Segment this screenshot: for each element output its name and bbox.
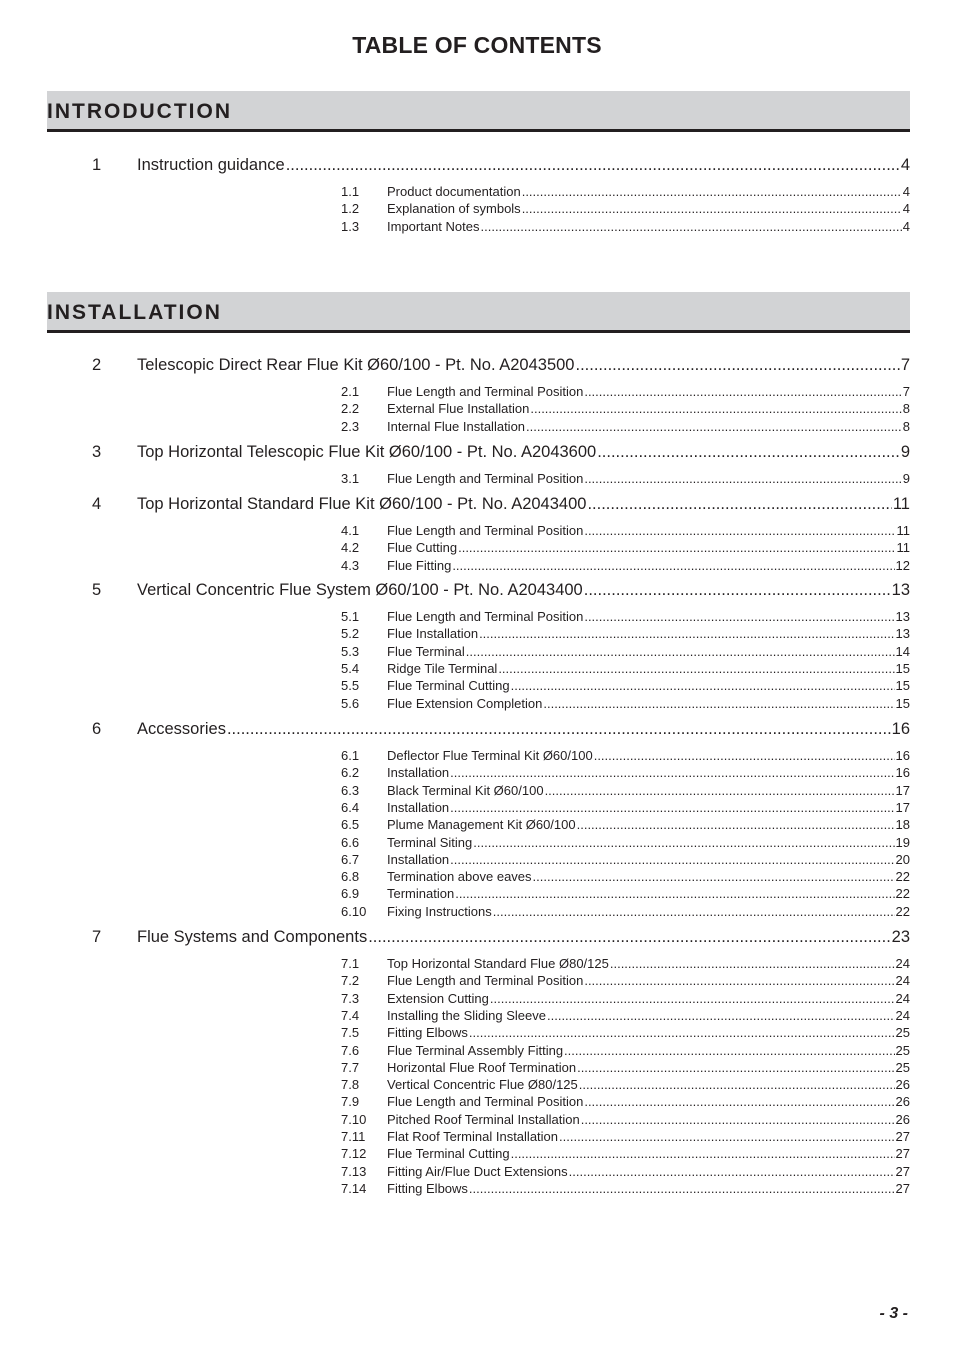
toc-subentry[interactable] bbox=[341, 765, 910, 782]
subentry-number: 6.9 bbox=[341, 886, 360, 902]
toc-subentry[interactable] bbox=[341, 523, 910, 540]
subentry-number: 2.1 bbox=[341, 384, 360, 399]
chapter-page: 13 bbox=[891, 581, 910, 599]
leader-dots bbox=[526, 419, 902, 434]
toc-chapter[interactable] bbox=[92, 156, 910, 178]
subentry-title: Flue Extension Completion bbox=[387, 695, 543, 711]
subentry-number: 7.4 bbox=[341, 1007, 360, 1023]
toc-subentry[interactable] bbox=[341, 904, 910, 921]
subentry-page: 15 bbox=[895, 678, 910, 694]
chapter-number: 5 bbox=[92, 581, 102, 599]
subentry-page: 7 bbox=[902, 384, 910, 399]
leader-dots bbox=[594, 748, 895, 763]
subentry-number: 2.3 bbox=[341, 418, 360, 434]
toc-subentry[interactable] bbox=[341, 1112, 910, 1129]
leader-dots bbox=[581, 1112, 895, 1127]
subentry-number: 4.3 bbox=[341, 557, 360, 573]
chapter-title: Flue Systems and Components bbox=[137, 928, 368, 946]
chapter-page: 11 bbox=[892, 495, 910, 513]
toc-subentry[interactable] bbox=[341, 540, 910, 557]
subentry-number: 7.14 bbox=[341, 1180, 367, 1196]
subentry-title: Fitting Elbows bbox=[387, 1180, 468, 1196]
subentry-page: 15 bbox=[895, 660, 910, 676]
toc-subentry[interactable] bbox=[341, 1146, 910, 1163]
subentry-title: Product documentation bbox=[387, 184, 521, 199]
toc-subentry[interactable] bbox=[341, 886, 910, 903]
subentry-number: 5.3 bbox=[341, 643, 360, 659]
leader-dots bbox=[498, 661, 894, 676]
page-title: TABLE OF CONTENTS bbox=[352, 32, 602, 58]
leader-dots bbox=[584, 523, 895, 538]
leader-dots bbox=[584, 609, 894, 624]
subentry-number: 5.4 bbox=[341, 660, 360, 676]
subentry-title: Explanation of symbols bbox=[387, 201, 521, 217]
subentry-title: Flue Length and Terminal Position bbox=[387, 1094, 584, 1110]
subentry-title: Flue Terminal Assembly Fitting bbox=[387, 1042, 564, 1058]
toc-subentry[interactable] bbox=[341, 817, 910, 834]
leader-dots bbox=[575, 356, 899, 375]
subentry-number: 7.10 bbox=[341, 1111, 367, 1127]
subentry-page: 16 bbox=[895, 748, 910, 763]
toc-subentry[interactable] bbox=[341, 1043, 910, 1060]
toc-subentry[interactable] bbox=[341, 1008, 910, 1025]
toc-chapter[interactable] bbox=[92, 581, 910, 603]
leader-dots bbox=[584, 973, 894, 988]
leader-dots bbox=[466, 644, 895, 659]
subentry-title: Termination bbox=[387, 886, 455, 902]
subentry-page: 11 bbox=[896, 523, 910, 538]
leader-dots bbox=[469, 1025, 895, 1040]
subentry-page: 4 bbox=[902, 184, 910, 199]
subentry-title: Flue Length and Terminal Position bbox=[387, 471, 584, 486]
leader-dots bbox=[450, 852, 894, 867]
chapter-page: 7 bbox=[900, 356, 910, 374]
leader-dots bbox=[564, 1043, 894, 1058]
leader-dots bbox=[286, 156, 900, 175]
subentry-number: 6.3 bbox=[341, 782, 360, 798]
subentry-number: 6.10 bbox=[341, 903, 367, 919]
subentry-number: 7.3 bbox=[341, 990, 360, 1006]
leader-dots bbox=[584, 471, 901, 486]
toc-subentry[interactable] bbox=[341, 384, 910, 401]
subentry-title: Fitting Air/Flue Duct Extensions bbox=[387, 1163, 568, 1179]
subentry-title: Flue Installation bbox=[387, 626, 479, 642]
subentry-page: 25 bbox=[895, 1042, 910, 1058]
toc-subentry[interactable] bbox=[341, 1077, 910, 1094]
leader-dots bbox=[452, 558, 894, 573]
leader-dots bbox=[481, 219, 902, 234]
subentry-page: 25 bbox=[895, 1025, 910, 1041]
subentry-title: Installing the Sliding Sleeve bbox=[387, 1007, 546, 1023]
subentry-number: 7.7 bbox=[341, 1059, 360, 1075]
toc-subentry[interactable] bbox=[341, 973, 910, 990]
subentry-number: 7.13 bbox=[341, 1163, 367, 1179]
subentry-page: 9 bbox=[902, 471, 910, 486]
subentry-number: 7.12 bbox=[341, 1146, 367, 1162]
subentry-title: Top Horizontal Standard Flue Ø80/125 bbox=[387, 956, 609, 971]
leader-dots bbox=[479, 626, 894, 641]
toc-subentry[interactable] bbox=[341, 1164, 910, 1181]
subentry-title: Black Terminal Kit Ø60/100 bbox=[387, 782, 544, 798]
toc-subentry[interactable] bbox=[341, 644, 910, 661]
leader-dots bbox=[493, 904, 895, 919]
section-header-introduction bbox=[47, 91, 910, 132]
toc-subentry[interactable] bbox=[341, 748, 910, 765]
chapter-page: 23 bbox=[891, 928, 910, 946]
subentry-title: Horizontal Flue Roof Termination bbox=[387, 1059, 577, 1075]
subentry-page: 15 bbox=[895, 695, 910, 711]
subentry-title: Extension Cutting bbox=[387, 990, 489, 1006]
chapter-page: 9 bbox=[900, 443, 910, 461]
leader-dots bbox=[511, 678, 895, 693]
subentry-title: Ridge Tile Terminal bbox=[387, 660, 498, 676]
toc-subentry[interactable] bbox=[341, 991, 910, 1008]
toc-subentry[interactable] bbox=[341, 626, 910, 643]
toc-subentry[interactable] bbox=[341, 201, 910, 218]
leader-dots bbox=[450, 800, 894, 815]
leader-dots bbox=[559, 1129, 895, 1144]
subentry-page: 27 bbox=[895, 1180, 910, 1196]
subentry-number: 6.8 bbox=[341, 869, 360, 885]
chapter-title: Telescopic Direct Rear Flue Kit Ø60/100 - Pt. No. A2043500 bbox=[137, 356, 575, 374]
subentry-page: 27 bbox=[895, 1163, 910, 1179]
toc-chapter[interactable] bbox=[92, 495, 910, 517]
subentry-title: Fitting Elbows bbox=[387, 1025, 468, 1041]
subentry-page: 20 bbox=[895, 851, 910, 867]
subentry-title: Flue Terminal Cutting bbox=[387, 678, 510, 694]
toc-subentry[interactable] bbox=[341, 419, 910, 436]
toc-subentry[interactable] bbox=[341, 869, 910, 886]
leader-dots bbox=[522, 201, 902, 216]
toc-subentry[interactable] bbox=[341, 661, 910, 678]
toc-subentry[interactable] bbox=[341, 783, 910, 800]
subentry-number: 1.3 bbox=[341, 218, 360, 234]
leader-dots bbox=[584, 384, 901, 399]
subentry-title: Flue Length and Terminal Position bbox=[387, 523, 584, 538]
chapter-number: 6 bbox=[92, 720, 102, 738]
leader-dots bbox=[227, 720, 891, 739]
chapter-number: 2 bbox=[92, 356, 102, 374]
subentry-page: 26 bbox=[895, 1111, 910, 1127]
subentry-number: 7.6 bbox=[341, 1042, 360, 1058]
subentry-number: 7.5 bbox=[341, 1025, 360, 1041]
subentry-title: Installation bbox=[387, 765, 450, 781]
leader-dots bbox=[547, 1008, 895, 1023]
subentry-page: 4 bbox=[902, 218, 910, 234]
toc-subentry[interactable] bbox=[341, 401, 910, 418]
subentry-title: Fixing Instructions bbox=[387, 903, 492, 919]
toc-subentry[interactable] bbox=[341, 1094, 910, 1111]
chapter-title: Instruction guidance bbox=[137, 156, 285, 174]
subentry-number: 2.2 bbox=[341, 401, 360, 417]
subentry-number: 3.1 bbox=[341, 471, 360, 486]
subentry-page: 4 bbox=[902, 201, 910, 217]
section-title: INSTALLATION bbox=[47, 301, 222, 324]
leader-dots bbox=[455, 886, 894, 901]
subentry-page: 22 bbox=[895, 869, 910, 885]
toc-subentry[interactable] bbox=[341, 219, 910, 236]
subentry-title: Flue Length and Terminal Position bbox=[387, 384, 584, 399]
subentry-number: 4.1 bbox=[341, 523, 360, 538]
leader-dots bbox=[533, 869, 895, 884]
leader-dots bbox=[473, 835, 894, 850]
leader-dots bbox=[584, 1094, 894, 1109]
toc-subentry[interactable] bbox=[341, 956, 910, 973]
chapter-title: Top Horizontal Telescopic Flue Kit Ø60/100 - Pt. No. A2043600 bbox=[137, 443, 597, 461]
leader-dots bbox=[511, 1146, 895, 1161]
subentry-page: 17 bbox=[895, 799, 910, 815]
subentry-page: 8 bbox=[902, 418, 910, 434]
subentry-title: Flue Terminal Cutting bbox=[387, 1146, 510, 1162]
subentry-title: Plume Management Kit Ø60/100 bbox=[387, 817, 576, 833]
leader-dots bbox=[577, 1060, 894, 1075]
subentry-number: 7.11 bbox=[341, 1129, 366, 1144]
leader-dots bbox=[450, 765, 894, 780]
toc-subentry[interactable] bbox=[341, 184, 910, 201]
subentry-page: 18 bbox=[895, 817, 910, 833]
section-title: INTRODUCTION bbox=[47, 100, 232, 123]
subentry-page: 17 bbox=[895, 782, 910, 798]
leader-dots bbox=[584, 581, 891, 600]
subentry-title: Flue Fitting bbox=[387, 557, 452, 573]
subentry-page: 24 bbox=[895, 990, 910, 1006]
toc-subentry[interactable] bbox=[341, 1060, 910, 1077]
section-header-installation bbox=[47, 292, 910, 333]
chapter-number: 1 bbox=[92, 156, 102, 174]
subentry-number: 5.6 bbox=[341, 695, 360, 711]
subentry-title: Terminal Siting bbox=[387, 834, 473, 850]
toc-subentry[interactable] bbox=[341, 696, 910, 713]
toc-subentry[interactable] bbox=[341, 1129, 910, 1146]
subentry-page: 8 bbox=[902, 401, 910, 417]
leader-dots bbox=[543, 696, 894, 711]
toc-subentry[interactable] bbox=[341, 800, 910, 817]
subentry-number: 7.8 bbox=[341, 1077, 360, 1093]
subentry-title: External Flue Installation bbox=[387, 401, 530, 417]
subentry-title: Internal Flue Installation bbox=[387, 418, 526, 434]
subentry-title: Deflector Flue Terminal Kit Ø60/100 bbox=[387, 748, 593, 763]
chapter-number: 4 bbox=[92, 495, 102, 513]
subentry-number: 1.2 bbox=[341, 201, 360, 217]
subentry-title: Flue Cutting bbox=[387, 540, 458, 556]
subentry-number: 4.2 bbox=[341, 540, 360, 556]
subentry-page: 19 bbox=[895, 834, 910, 850]
subentry-title: Important Notes bbox=[387, 218, 480, 234]
subentry-number: 7.2 bbox=[341, 973, 360, 989]
subentry-page: 26 bbox=[895, 1094, 910, 1110]
subentry-page: 25 bbox=[895, 1059, 910, 1075]
subentry-number: 5.1 bbox=[341, 609, 360, 624]
subentry-title: Installation bbox=[387, 851, 450, 867]
subentry-page: 12 bbox=[895, 557, 910, 573]
toc-chapter[interactable] bbox=[92, 720, 910, 742]
leader-dots bbox=[610, 956, 895, 971]
subentry-page: 16 bbox=[895, 765, 910, 781]
toc-subentry[interactable] bbox=[341, 852, 910, 869]
subentry-number: 7.1 bbox=[341, 956, 360, 971]
subentry-title: Flat Roof Terminal Installation bbox=[387, 1129, 559, 1144]
leader-dots bbox=[458, 540, 895, 555]
toc-subentry[interactable] bbox=[341, 1181, 910, 1198]
subentry-number: 5.5 bbox=[341, 678, 360, 694]
subentry-page: 13 bbox=[895, 609, 910, 624]
subentry-title: Vertical Concentric Flue Ø80/125 bbox=[387, 1077, 578, 1093]
chapter-title: Accessories bbox=[137, 720, 226, 738]
toc-subentry[interactable] bbox=[341, 1025, 910, 1042]
leader-dots bbox=[597, 443, 900, 462]
toc-subentry[interactable] bbox=[341, 609, 910, 626]
subentry-title: Flue Length and Terminal Position bbox=[387, 609, 584, 624]
leader-dots bbox=[579, 1077, 895, 1092]
chapter-number: 7 bbox=[92, 928, 102, 946]
leader-dots bbox=[368, 928, 890, 947]
subentry-page: 27 bbox=[895, 1146, 910, 1162]
subentry-page: 14 bbox=[895, 643, 910, 659]
subentry-page: 11 bbox=[896, 540, 910, 556]
toc-subentry[interactable] bbox=[341, 835, 910, 852]
subentry-number: 6.1 bbox=[341, 748, 360, 763]
leader-dots bbox=[469, 1181, 895, 1196]
subentry-title: Pitched Roof Terminal Installation bbox=[387, 1111, 580, 1127]
leader-dots bbox=[569, 1164, 895, 1179]
subentry-title: Flue Terminal bbox=[387, 643, 465, 659]
leader-dots bbox=[522, 184, 902, 199]
subentry-title: Termination above eaves bbox=[387, 869, 532, 885]
chapter-number: 3 bbox=[92, 443, 102, 461]
subentry-page: 27 bbox=[895, 1129, 910, 1144]
subentry-number: 1.1 bbox=[341, 184, 360, 199]
toc-subentry[interactable] bbox=[341, 471, 910, 488]
leader-dots bbox=[577, 817, 895, 832]
toc-chapter[interactable] bbox=[92, 356, 910, 378]
subentry-number: 6.6 bbox=[341, 834, 360, 850]
leader-dots bbox=[530, 401, 901, 416]
toc-subentry[interactable] bbox=[341, 678, 910, 695]
subentry-number: 5.2 bbox=[341, 626, 360, 642]
subentry-page: 24 bbox=[895, 956, 910, 971]
subentry-number: 7.9 bbox=[341, 1094, 360, 1110]
page-number: - 3 - bbox=[879, 1305, 908, 1322]
subentry-number: 6.2 bbox=[341, 765, 360, 781]
subentry-page: 24 bbox=[895, 973, 910, 989]
toc-chapter[interactable] bbox=[92, 443, 910, 465]
subentry-page: 22 bbox=[895, 903, 910, 919]
subentry-number: 6.7 bbox=[341, 851, 360, 867]
subentry-number: 6.5 bbox=[341, 817, 360, 833]
leader-dots bbox=[545, 783, 895, 798]
chapter-page: 16 bbox=[891, 720, 910, 738]
subentry-page: 22 bbox=[895, 886, 910, 902]
leader-dots bbox=[490, 991, 895, 1006]
subentry-page: 26 bbox=[895, 1077, 910, 1093]
subentry-number: 6.4 bbox=[341, 799, 360, 815]
subentry-page: 24 bbox=[895, 1007, 910, 1023]
chapter-title: Vertical Concentric Flue System Ø60/100 - Pt. No. A2043400 bbox=[137, 581, 583, 599]
chapter-page: 4 bbox=[900, 156, 910, 174]
toc-subentry[interactable] bbox=[341, 558, 910, 575]
chapter-title: Top Horizontal Standard Flue Kit Ø60/100 - Pt. No. A2043400 bbox=[137, 495, 587, 513]
subentry-title: Installation bbox=[387, 799, 450, 815]
subentry-title: Flue Length and Terminal Position bbox=[387, 973, 584, 989]
subentry-page: 13 bbox=[895, 626, 910, 642]
leader-dots bbox=[587, 495, 891, 514]
toc-chapter[interactable] bbox=[92, 928, 910, 950]
